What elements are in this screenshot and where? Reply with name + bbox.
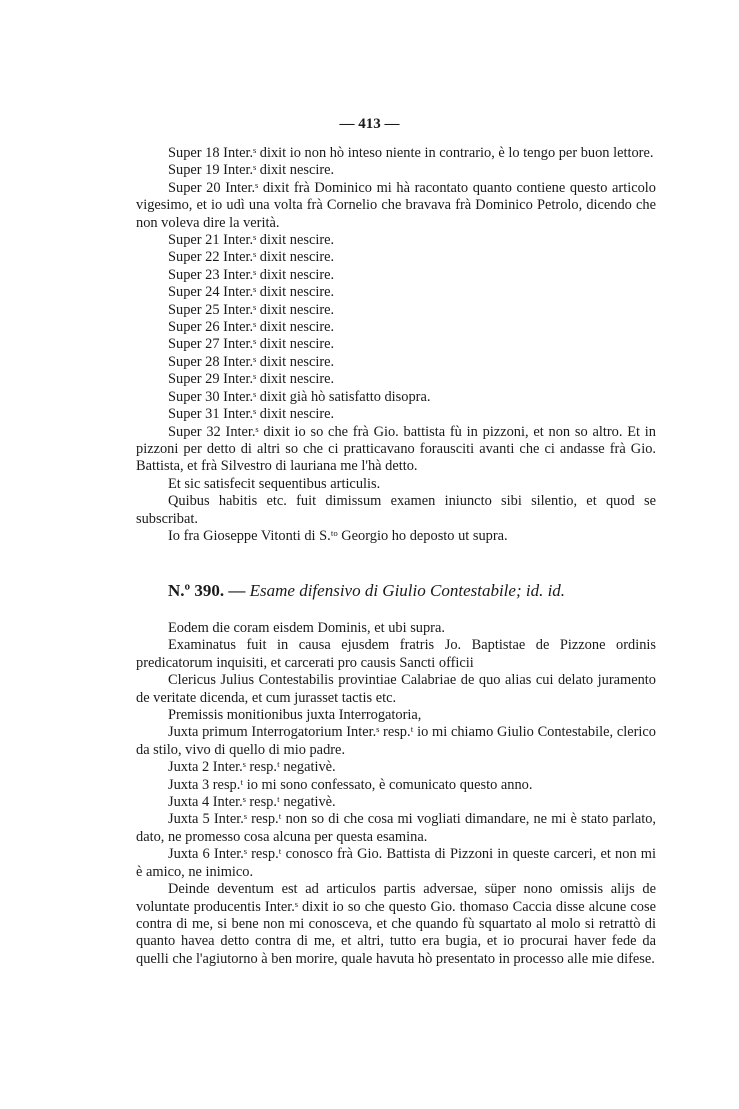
paragraph: Super 22 Inter.ˢ dixit nescire. — [168, 249, 335, 266]
paragraph: Super 21 Inter.ˢ dixit nescire. — [168, 232, 335, 249]
section-heading — [168, 580, 648, 602]
upper-text-block — [136, 145, 656, 545]
paragraph: Super 23 Inter.ˢ dixit nescire. — [168, 266, 335, 283]
paragraph: Juxta primum Interrogatorium Inter.ˢ resp.ᵗ io mi chiamo Giulio Contestabile, clerico da stilo, vivo di quello di mio padre. — [136, 724, 656, 758]
paragraph: Juxta 4 Inter.ˢ resp.ᵗ negativè. — [168, 794, 336, 811]
paragraph: Examinatus fuit in causa ejusdem fratris Jo. Baptistae de Pizzone ordinis predicatorum inquisiti, et carcerati pro causis Sancti officii — [136, 637, 656, 671]
paragraph: Io fra Gioseppe Vitonti di S.ᵗᵒ Georgio ho deposto ut supra. — [168, 527, 508, 544]
page-number: — 413 — — [339, 116, 400, 132]
paragraph: Super 20 Inter.ˢ dixit frà Dominico mi hà racontato quanto contiene questo articolo vigesimo, et io udì una volta frà Cornelio che bravava frà Dominico Petrolo, dicendo che non voleva dire la verità. — [136, 179, 656, 231]
paragraph: Super 27 Inter.ˢ dixit nescire. — [168, 336, 335, 353]
paragraph: Super 18 Inter.ˢ dixit io non hò inteso niente in contrario, è lo tengo per buon lettore. — [168, 145, 654, 161]
paragraph: Super 28 Inter.ˢ dixit nescire. — [168, 353, 335, 370]
paragraph: Super 26 Inter.ˢ dixit nescire. — [168, 319, 335, 336]
paragraph: Super 25 Inter.ˢ dixit nescire. — [168, 301, 335, 318]
paragraph: Juxta 3 resp.ᵗ io mi sono confessato, è comunicato questo anno. — [168, 776, 533, 793]
paragraph: Juxta 6 Inter.ˢ resp.ᵗ conosco frà Gio. Battista di Pizzoni in queste carceri, et non mi è amico, ne inimico. — [136, 846, 656, 880]
paragraph: Et sic satisfecit sequentibus articulis. — [168, 475, 381, 492]
paragraph: Super 31 Inter.ˢ dixit nescire. — [168, 406, 335, 423]
paragraph: Super 24 Inter.ˢ dixit nescire. — [168, 284, 335, 301]
paragraph: Super 19 Inter.ˢ dixit nescire. — [168, 162, 335, 179]
paragraph: Super 32 Inter.ˢ dixit io so che frà Gio. battista fù in pizzoni, et non so altro. Et in pizzoni per detto di altri so che ci pratticavano forausciti avanti che ci andasse frà Gio. Battista, et frà Silvestro di lauriana me l'hà detto. — [136, 423, 656, 475]
paragraph: Premissis monitionibus juxta Interrogatoria, — [168, 707, 422, 724]
paragraph: Super 30 Inter.ˢ dixit già hò satisfatto disopra. — [168, 388, 431, 405]
paragraph: Juxta 2 Inter.ˢ resp.ᵗ negativè. — [168, 759, 336, 776]
paragraph: Super 29 Inter.ˢ dixit nescire. — [168, 371, 335, 388]
paragraph: Juxta 5 Inter.ˢ resp.ᵗ non so di che cosa mi vogliati dimandare, ne mi è stato parlato, dato, ne promesso cosa alcuna per questa esamina. — [136, 811, 656, 845]
paragraph: Deinde deventum est ad articulos partis adversae, süper nono omissis alijs de voluntate producentis Inter.ˢ dixit io so che questo Gio. thomaso Caccia disse alcune cose contra di me, si bene non mi conosceva, et che quando fù squartato al molo si retrattò di quanto havea detto contra di me, et altri, tutto era bugia, et io procurai haver fede da quelli che l'agiutorno à ben morire, quale havuta hò presentato in processo alle mie difese. — [136, 881, 656, 967]
lower-text-block — [136, 620, 656, 968]
paragraph: Clericus Julius Contestabilis provintiae Calabriae de quo alias cui delato juramento de veritate dicenda, et cum jurasset tactis etc. — [136, 672, 656, 706]
paragraph: Quibus habitis etc. fuit dimissum examen iniuncto sibi silentio, et quod se subscribat. — [136, 493, 656, 527]
section-title: Esame difensivo di Giulio Contestabile; id. id. — [249, 581, 566, 600]
paragraph: Eodem die coram eisdem Dominis, et ubi supra. — [168, 620, 445, 636]
section-number: N.º 390. — — [168, 581, 246, 600]
